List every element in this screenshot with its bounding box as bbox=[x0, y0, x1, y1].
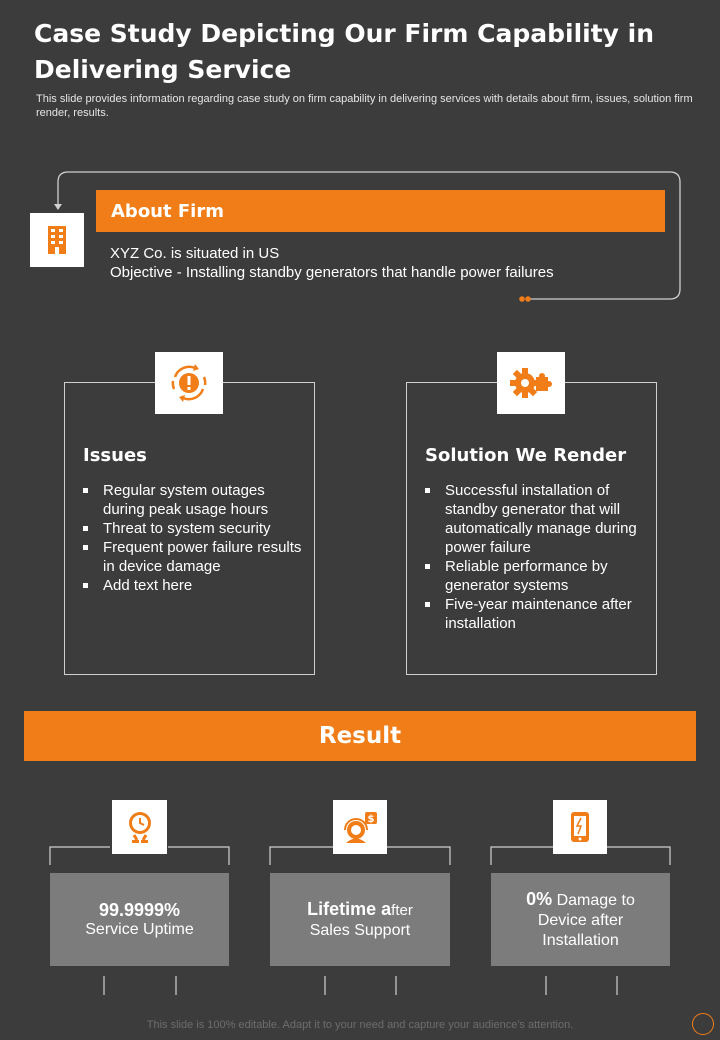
result-value: 99.9999% bbox=[98, 899, 181, 920]
result-label: Device after Installation bbox=[537, 911, 624, 949]
list-item: Regular system outages during peak usage hours bbox=[83, 481, 303, 519]
building-icon bbox=[30, 213, 84, 267]
svg-text:$: $ bbox=[367, 814, 375, 825]
about-firm-header bbox=[96, 190, 665, 232]
about-line-objective: Objective - Installing standby generators that handle power failures bbox=[110, 264, 554, 281]
clock-icon bbox=[112, 800, 167, 854]
issues-list bbox=[83, 481, 303, 595]
page-subtitle: This slide provides information regarding case study on firm capability in delivering services with details about firm, issues, solution firm render, results. bbox=[36, 93, 693, 119]
result-header bbox=[24, 711, 696, 761]
about-line-location: XYZ Co. is situated in US bbox=[110, 245, 280, 262]
solution-list bbox=[425, 481, 645, 633]
list-item: Add text here bbox=[83, 576, 303, 595]
about-firm-heading: About Firm bbox=[111, 200, 224, 222]
footer-note: This slide is 100% editable. Adapt it to your need and capture your audience's attention. bbox=[146, 1019, 574, 1031]
list-item: Reliable performance by generator systems bbox=[425, 557, 645, 595]
page-title: Case Study Depicting Our Firm Capability in Delivering Service bbox=[34, 19, 655, 84]
connector-dot bbox=[525, 296, 531, 302]
result-value-suffix: Damage to bbox=[552, 891, 635, 909]
gear-puzzle-icon bbox=[497, 352, 565, 414]
list-item: Frequent power failure results in device damage bbox=[83, 538, 303, 576]
list-item: Threat to system security bbox=[83, 519, 303, 538]
connector-dot bbox=[519, 296, 525, 302]
result-value-suffix: fter bbox=[391, 901, 413, 919]
result-card-damage bbox=[491, 873, 670, 966]
result-value: 0% bbox=[526, 888, 553, 909]
result-card-uptime bbox=[50, 873, 229, 966]
result-heading: Result bbox=[318, 723, 402, 749]
result-label: Service Uptime bbox=[85, 920, 194, 938]
issues-heading: Issues bbox=[83, 445, 147, 466]
list-item: Five-year maintenance after installation bbox=[425, 595, 645, 633]
list-item: Successful installation of standby generator that will automatically manage during power failure bbox=[425, 481, 645, 557]
alert-cycle-icon bbox=[155, 352, 223, 414]
corner-circle-decoration bbox=[692, 1013, 714, 1035]
result-value: Lifetime a bbox=[307, 898, 392, 919]
solution-heading: Solution We Render bbox=[425, 445, 627, 466]
result-card-support bbox=[270, 873, 450, 966]
support-agent-icon bbox=[333, 800, 387, 854]
result-label: Sales Support bbox=[309, 921, 411, 939]
smartphone-icon bbox=[553, 800, 607, 854]
